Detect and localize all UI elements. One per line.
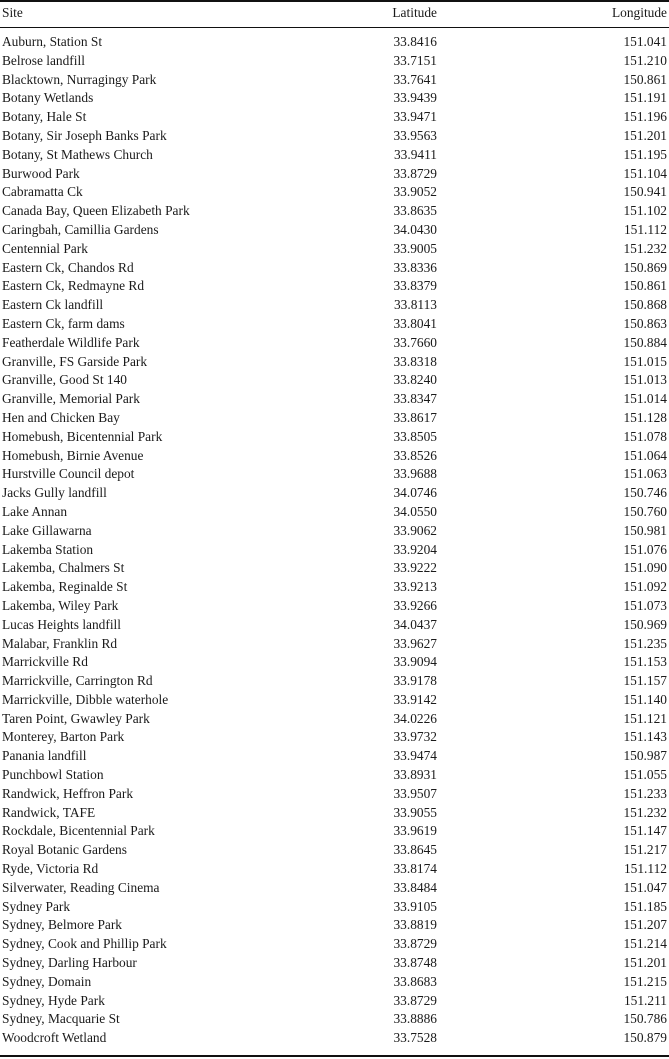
table-row: [0, 240, 669, 259]
table-row: [0, 522, 669, 541]
table-row: [0, 954, 669, 973]
table-row: [0, 315, 669, 334]
cell-longitude: 151.076: [623, 541, 667, 557]
cell-longitude: 151.232: [623, 804, 667, 820]
cell-longitude: 150.884: [623, 334, 667, 350]
table-row: [0, 334, 669, 353]
cell-latitude: 33.8729: [393, 992, 437, 1008]
cell-latitude: 33.9062: [393, 522, 437, 538]
cell-site: Botany Wetlands: [2, 90, 94, 106]
cell-latitude: 33.8617: [393, 409, 437, 425]
cell-latitude: 33.9142: [393, 691, 437, 707]
cell-longitude: 150.786: [623, 1011, 667, 1027]
cell-longitude: 151.140: [623, 691, 667, 707]
cell-longitude: 151.195: [623, 146, 667, 162]
cell-site: Granville, FS Garside Park: [2, 353, 148, 369]
cell-longitude: 151.092: [623, 579, 667, 595]
cell-latitude: 33.9204: [393, 541, 437, 557]
cell-site: Punchbowl Station: [2, 767, 104, 783]
table-bottom-rule: [0, 1055, 669, 1057]
table-row: [0, 221, 669, 240]
cell-site: Eastern Ck, farm dams: [2, 315, 125, 331]
cell-site: Lake Annan: [2, 503, 68, 519]
cell-site: Randwick, Heffron Park: [2, 785, 134, 801]
table-body: [0, 27, 669, 1048]
cell-site: Lake Gillawarna: [2, 522, 92, 538]
cell-longitude: 151.185: [623, 898, 667, 914]
cell-longitude: 151.013: [623, 372, 667, 388]
site-coordinates-table: [0, 3, 669, 1048]
cell-site: Caringbah, Camillia Gardens: [2, 221, 159, 237]
cell-site: Botany, St Mathews Church: [2, 146, 153, 162]
cell-site: Woodcroft Wetland: [2, 1030, 107, 1046]
header-site: Site: [2, 5, 23, 20]
cell-latitude: 34.0437: [393, 616, 437, 632]
cell-latitude: 34.0226: [393, 710, 437, 726]
cell-latitude: 33.9094: [393, 654, 437, 670]
table-row: [0, 353, 669, 372]
cell-longitude: 151.191: [623, 90, 667, 106]
cell-latitude: 33.7151: [393, 52, 437, 68]
table-row: [0, 672, 669, 691]
cell-site: Cabramatta Ck: [2, 184, 83, 200]
cell-site: Marrickville, Dibble waterhole: [2, 691, 169, 707]
cell-site: Botany, Sir Joseph Banks Park: [2, 127, 167, 143]
cell-site: Lakemba, Reginalde St: [2, 579, 128, 595]
table-row: [0, 503, 669, 522]
table-row: [0, 710, 669, 729]
cell-longitude: 151.211: [623, 992, 667, 1008]
cell-site: Sydney, Domain: [2, 973, 92, 989]
cell-site: Homebush, Bicentennial Park: [2, 428, 163, 444]
table-row: [0, 653, 669, 672]
cell-latitude: 33.8336: [393, 259, 437, 275]
table-row: [0, 296, 669, 315]
cell-latitude: 33.9471: [393, 109, 437, 125]
table-row: [0, 277, 669, 296]
table-row: [0, 860, 669, 879]
table-row: [0, 71, 669, 90]
header-latitude: Latitude: [392, 5, 437, 20]
cell-site: Sydney, Belmore Park: [2, 917, 122, 933]
cell-latitude: 33.8416: [393, 34, 437, 49]
cell-site: Jacks Gully landfill: [2, 485, 107, 501]
table-row: [0, 916, 669, 935]
cell-site: Hurstville Council depot: [2, 466, 135, 482]
cell-latitude: 33.8931: [393, 767, 437, 783]
cell-longitude: 151.014: [623, 391, 667, 407]
cell-site: Blacktown, Nurragingy Park: [2, 71, 157, 87]
table-row: [0, 447, 669, 466]
cell-latitude: 33.9439: [393, 90, 437, 106]
cell-site: Botany, Hale St: [2, 109, 87, 125]
cell-longitude: 150.760: [623, 503, 667, 519]
cell-longitude: 151.214: [623, 936, 667, 952]
table-row: [0, 371, 669, 390]
cell-latitude: 34.0430: [393, 221, 437, 237]
cell-latitude: 33.9507: [393, 785, 437, 801]
cell-latitude: 33.9411: [393, 146, 437, 162]
cell-site: Hen and Chicken Bay: [2, 409, 120, 425]
cell-latitude: 33.9005: [393, 240, 437, 256]
header-longitude: Longitude: [611, 5, 667, 20]
cell-longitude: 150.987: [623, 748, 667, 764]
cell-latitude: 33.8505: [393, 428, 437, 444]
cell-longitude: 151.128: [623, 409, 667, 425]
table-row: [0, 27, 669, 52]
cell-site: Malabar, Franklin Rd: [2, 635, 118, 651]
cell-latitude: 34.0550: [393, 503, 437, 519]
table-row: [0, 578, 669, 597]
cell-latitude: 33.9055: [393, 804, 437, 820]
cell-longitude: 151.153: [623, 654, 667, 670]
table-row: [0, 728, 669, 747]
cell-latitude: 33.8041: [393, 315, 437, 331]
cell-site: Sydney Park: [2, 898, 71, 914]
cell-longitude: 150.981: [623, 522, 667, 538]
table-row: [0, 465, 669, 484]
cell-latitude: 33.9222: [393, 560, 437, 576]
cell-latitude: 33.8748: [393, 955, 437, 971]
cell-longitude: 151.063: [623, 466, 667, 482]
table-row: [0, 409, 669, 428]
cell-longitude: 151.047: [623, 879, 667, 895]
cell-longitude: 151.143: [623, 729, 667, 745]
table-row: [0, 428, 669, 447]
cell-site: Featherdale Wildlife Park: [2, 334, 140, 350]
table-row: [0, 822, 669, 841]
cell-longitude: 151.235: [623, 635, 667, 651]
cell-longitude: 150.941: [623, 184, 667, 200]
cell-longitude: 151.196: [623, 109, 667, 125]
cell-site: Royal Botanic Gardens: [2, 842, 127, 858]
cell-latitude: 33.8174: [393, 861, 437, 877]
cell-longitude: 151.073: [623, 597, 667, 613]
cell-site: Silverwater, Reading Cinema: [2, 879, 160, 895]
cell-longitude: 151.210: [623, 52, 667, 68]
cell-latitude: 33.7660: [393, 334, 437, 350]
cell-longitude: 151.201: [623, 955, 667, 971]
cell-longitude: 151.217: [623, 842, 667, 858]
cell-longitude: 151.112: [623, 221, 667, 237]
cell-longitude: 151.157: [623, 673, 667, 689]
cell-longitude: 151.041: [623, 34, 667, 49]
table-row: [0, 597, 669, 616]
table-row: [0, 1029, 669, 1048]
cell-site: Panania landfill: [2, 748, 87, 764]
cell-latitude: 33.8484: [393, 879, 437, 895]
cell-longitude: 151.233: [623, 785, 667, 801]
cell-site: Monterey, Barton Park: [2, 729, 125, 745]
cell-site: Randwick, TAFE: [2, 804, 96, 820]
table-header: [0, 3, 669, 27]
cell-site: Sydney, Cook and Phillip Park: [2, 936, 167, 952]
cell-latitude: 34.0746: [393, 485, 437, 501]
cell-latitude: 33.8347: [393, 391, 437, 407]
cell-latitude: 33.8318: [393, 353, 437, 369]
cell-site: Granville, Memorial Park: [2, 391, 140, 407]
cell-site: Eastern Ck landfill: [2, 297, 104, 313]
cell-site: Taren Point, Gwawley Park: [2, 710, 150, 726]
cell-site: Eastern Ck, Chandos Rd: [2, 259, 134, 275]
cell-latitude: 33.9627: [393, 635, 437, 651]
cell-latitude: 33.8113: [393, 297, 437, 313]
table-row: [0, 183, 669, 202]
cell-site: Rockdale, Bicentennial Park: [2, 823, 155, 839]
cell-site: Burwood Park: [2, 165, 80, 181]
cell-latitude: 33.8819: [393, 917, 437, 933]
cell-site: Lucas Heights landfill: [2, 616, 121, 632]
table-row: [0, 390, 669, 409]
cell-site: Sydney, Macquarie St: [2, 1011, 120, 1027]
table-row: [0, 108, 669, 127]
cell-site: Sydney, Darling Harbour: [2, 955, 137, 971]
cell-longitude: 151.078: [623, 428, 667, 444]
table-row: [0, 202, 669, 221]
cell-latitude: 33.9213: [393, 579, 437, 595]
table-row: [0, 165, 669, 184]
cell-longitude: 150.969: [623, 616, 667, 632]
table-row: [0, 259, 669, 278]
cell-longitude: 151.215: [623, 973, 667, 989]
cell-site: Belrose landfill: [2, 52, 85, 68]
table-row: [0, 841, 669, 860]
cell-latitude: 33.8526: [393, 447, 437, 463]
table-row: [0, 52, 669, 71]
cell-longitude: 150.746: [623, 485, 667, 501]
cell-latitude: 33.9563: [393, 127, 437, 143]
cell-latitude: 33.7641: [393, 71, 437, 87]
cell-site: Lakemba, Wiley Park: [2, 597, 119, 613]
cell-longitude: 151.102: [623, 203, 667, 219]
cell-latitude: 33.8379: [393, 278, 437, 294]
cell-longitude: 150.869: [623, 259, 667, 275]
cell-site: Homebush, Birnie Avenue: [2, 447, 144, 463]
cell-latitude: 33.9619: [393, 823, 437, 839]
cell-latitude: 33.9688: [393, 466, 437, 482]
cell-site: Ryde, Victoria Rd: [2, 861, 99, 877]
cell-longitude: 151.201: [623, 127, 667, 143]
cell-longitude: 151.112: [623, 861, 667, 877]
cell-longitude: 150.861: [623, 71, 667, 87]
cell-latitude: 33.9266: [393, 597, 437, 613]
table-row: [0, 1010, 669, 1029]
cell-site: Marrickville, Carrington Rd: [2, 673, 153, 689]
table-row: [0, 89, 669, 108]
cell-latitude: 33.8729: [393, 165, 437, 181]
cell-latitude: 33.8729: [393, 936, 437, 952]
cell-site: Canada Bay, Queen Elizabeth Park: [2, 203, 190, 219]
cell-longitude: 150.861: [623, 278, 667, 294]
table-row: [0, 616, 669, 635]
cell-longitude: 151.055: [623, 767, 667, 783]
cell-site: Sydney, Hyde Park: [2, 992, 105, 1008]
table-row: [0, 146, 669, 165]
table-row: [0, 935, 669, 954]
cell-site: Centennial Park: [2, 240, 88, 256]
cell-longitude: 150.879: [623, 1030, 667, 1046]
table-top-rule: [0, 0, 669, 2]
cell-latitude: 33.9474: [393, 748, 437, 764]
cell-site: Granville, Good St 140: [2, 372, 127, 388]
cell-longitude: 151.207: [623, 917, 667, 933]
table-row: [0, 804, 669, 823]
cell-latitude: 33.9732: [393, 729, 437, 745]
table-row: [0, 785, 669, 804]
cell-longitude: 151.121: [623, 710, 667, 726]
cell-latitude: 33.9052: [393, 184, 437, 200]
cell-site: Eastern Ck, Redmayne Rd: [2, 278, 145, 294]
cell-longitude: 151.090: [623, 560, 667, 576]
cell-latitude: 33.7528: [393, 1030, 437, 1046]
table-row: [0, 127, 669, 146]
cell-site: Lakemba, Chalmers St: [2, 560, 125, 576]
cell-latitude: 33.8683: [393, 973, 437, 989]
cell-latitude: 33.9105: [393, 898, 437, 914]
table-row: [0, 992, 669, 1011]
cell-longitude: 151.104: [623, 165, 667, 181]
cell-longitude: 150.868: [623, 297, 667, 313]
table-row: [0, 766, 669, 785]
table-row: [0, 879, 669, 898]
cell-longitude: 151.147: [623, 823, 667, 839]
cell-longitude: 151.015: [623, 353, 667, 369]
cell-latitude: 33.8886: [393, 1011, 437, 1027]
cell-longitude: 151.232: [623, 240, 667, 256]
table-row: [0, 973, 669, 992]
table-row: [0, 541, 669, 560]
cell-site: Lakemba Station: [2, 541, 94, 557]
table-row: [0, 635, 669, 654]
cell-longitude: 150.863: [623, 315, 667, 331]
cell-site: Marrickville Rd: [2, 654, 88, 670]
header-row: [0, 3, 669, 27]
table-row: [0, 559, 669, 578]
cell-latitude: 33.8635: [393, 203, 437, 219]
table-row: [0, 747, 669, 766]
cell-latitude: 33.8240: [393, 372, 437, 388]
table-row: [0, 484, 669, 503]
cell-longitude: 151.064: [623, 447, 667, 463]
cell-latitude: 33.9178: [393, 673, 437, 689]
cell-site: Auburn, Station St: [2, 34, 103, 49]
cell-latitude: 33.8645: [393, 842, 437, 858]
table-row: [0, 898, 669, 917]
table-row: [0, 691, 669, 710]
